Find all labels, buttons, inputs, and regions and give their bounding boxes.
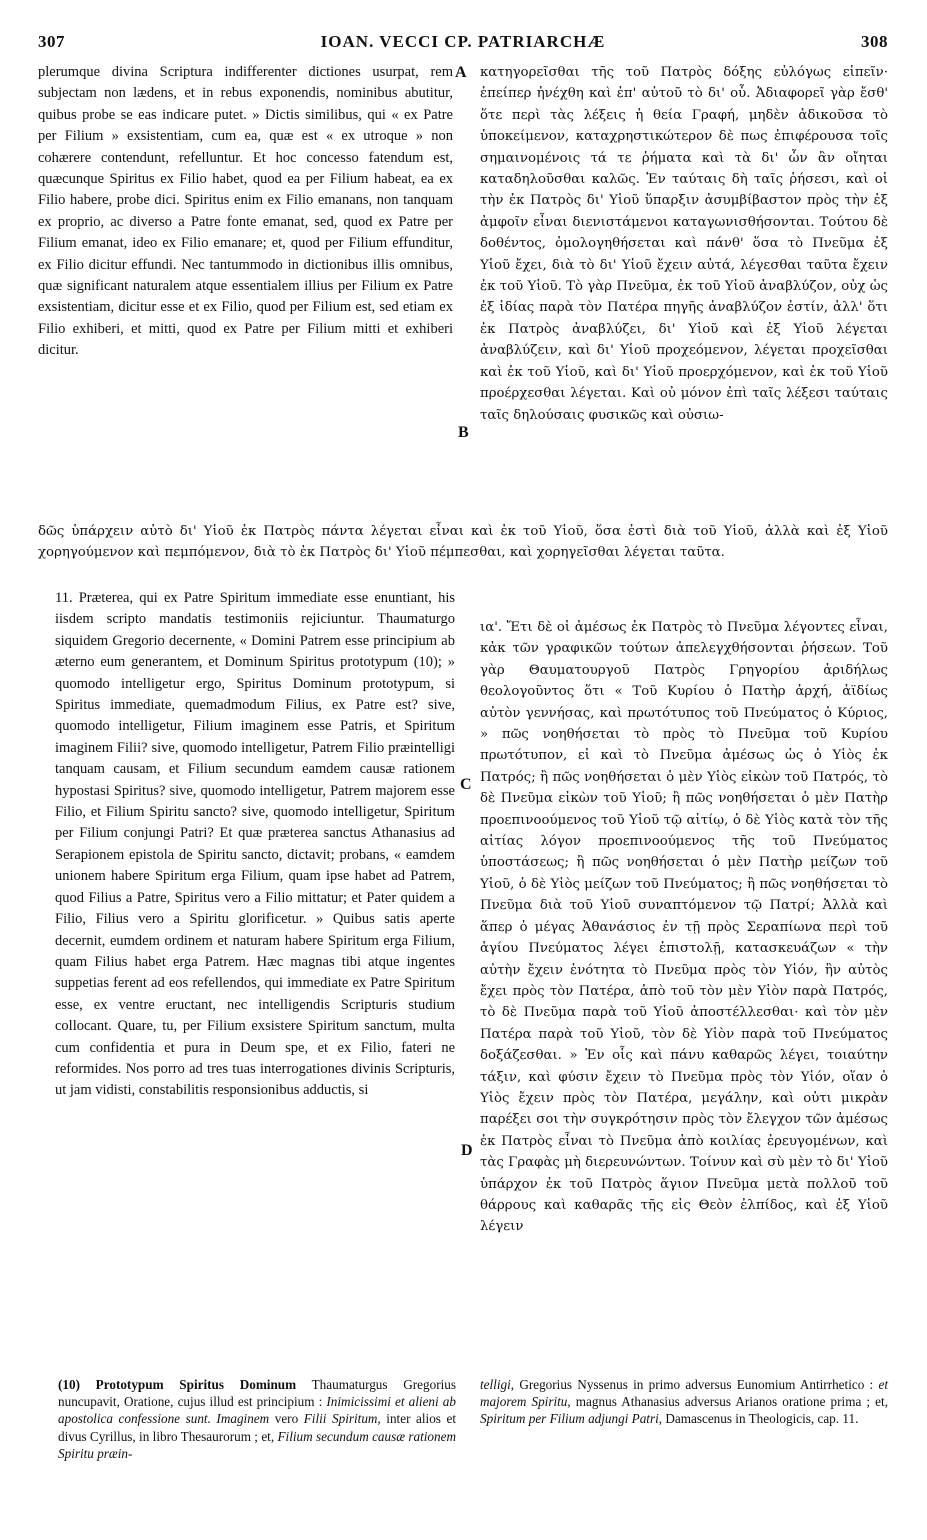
margin-letter-d: D [461, 1142, 473, 1159]
running-title: IOAN. VECCI CP. PATRIARCHÆ [320, 32, 606, 51]
page-header [38, 32, 888, 58]
margin-letter-b: B [458, 424, 469, 441]
latin-paragraph-section-11: 11. Præterea, qui ex Patre Spiritum immediate esse enuntiant, his iisdem scripto mandatis testimoniis rejiciuntur. Thaumaturgo siquidem Gregorio decernente, « Domini Patrem esse principium ab æterno eum generantem, et Dominum Spiritus prototypum (10); » quomodo intelligetur ergo, Spiritus Dominum prototypum, si Spiritus immediate, quemadmodum Filius, ex Patre est? sive, quomodo intelligetur, Filium imaginem esse Patris, et Spiritum imaginem Filii? sive, quomodo intelligetur, Patrem Filio præintelligi tanquam causam, et Filium secundum eamdem causæ rationem hypostasi Spiritus? sive, quomodo intelligetur, Patrem majorem esse Filio, et Filium Spiritu sancto? sive, quomodo intelligetur, Spiritum per Filium conjungi Patri? Et quæ præterea sanctus Athanasius ad Serapionem epistola de Spiritu sancto, dictavit; probans, « eamdem unionem habere Spiritum erga Filium, quam ipse habet ad Patrem, quod Filius a Patre, Spiritus vero a Filio mittatur; et Pater quidem a Filio, Filius vero a Spiritu glorificetur. » Quibus satis aperte decernit, eumdem ordinem et naturam habere Spiritum erga Filium, quam Filius habet erga Patrem. Hæc magnas tibi atque ingentes suppetias ferent ad eos refellendos, qui immediate ex Patre Spiritum esse, ex ventre eructant, nec intelligendis Scripturis studium collocant. Quare, tu, per Filium exsistere Spiritum sanctum, multa cum confidentia et pura in Deum spe, et ex Filio, fateri ne reformides. Nos porro ad tres tuas interrogationes divinis Scripturis, ut jam vidisti, constabilitis responsionibus adductis, si [55, 590, 455, 1099]
greek-full-width-continuation [38, 521, 888, 564]
footnote-italic: telligi [480, 1377, 511, 1392]
footnote-italic: Filium secundum causæ rationem Spiritu præin- [58, 1428, 456, 1461]
latin-paragraph-top: plerumque divina Scriptura indifferenter dictiones usurpat, rem subjectam non lædens, et in rebus exponendis, nominibus abutitur, quibus probe se eas indicare putet. » Dictis similibus, qui « ex Patre per Filium » exsistentiam, cum ea, quæ est « ex utroque » non cohærere contendunt, refelluntur. Et hoc concesso fatendum est, quæcunque Spiritus ex Filio habet, quod ea per Filium habeat, ea ex Filio habere, probe dici. Spiritus enim ex Filio emanans, non tanquam ex proprio, ac diverso a Patre fonte emanat, sed, quod ex Patre per Filium emanat, ideo ex Filio emanare; et, quod per Filium effunditur, ex Filio dicitur effundi. Nec tantummodo in dictionibus illis omnibus, quæ significant naturalem atque essentialem illius per Filium ex Patre exsistentiam, dicitur esse et ex Filio, quod per Filium est, sed etiam ex Filio exhiberi, et mitti, quod ex Patre per Filium mitti et exhiberi dicitur. [38, 64, 453, 359]
latin-column-section-11 [55, 588, 455, 1102]
footnote-number: (10) Prototypum Spiritus Dominum [58, 1377, 297, 1392]
footnote-italic: Inimicissimi et alieni ab apostolica confessione sunt. Imaginem [58, 1394, 456, 1427]
greek-column-top [480, 62, 888, 426]
footnote-italic: et majorem Spiritu [480, 1377, 888, 1410]
margin-letter-a: A [455, 64, 467, 81]
latin-column-top [38, 62, 453, 362]
page-number-left: 307 [38, 32, 65, 51]
greek-column-section-11 [480, 617, 888, 1238]
footnote-text: Thaumaturgus Gregorius nuncupavit, Oratione, cujus illud est principium : [58, 1377, 456, 1410]
footnote-text: , Damascenus in Theologicis, cap. 11. [658, 1411, 859, 1427]
footnote-text: vero [269, 1411, 304, 1427]
greek-paragraph-top: κατηγορεῖσθαι τῆς τοῦ Πατρὸς δόξης εὐλόγως εἰπεῖν· ἐπείπερ ἠνέχθη καὶ ἐπ' αὐτοῦ τὸ δι' οὗ. Ἀδιαφορεῖ γὰρ ἔσθ' ὅτε περὶ τὰς λέξεις ἡ θεία Γραφή, μηδὲν ἀδικοῦσα τὸ ὑποκείμενον, καταχρηστικώτερον δὲ πως ἐπιφέρουσα τοῖς σημαινομένοις τά τε ῥήματα καὶ τὰ δι' ὧν ἂν οἴηται καταδηλοῦσθαι καλῶς. Ἐν ταύταις δὴ ταῖς ῥήσεσι, καὶ οἱ τὴν ἐκ Πατρὸς δι' Υἱοῦ ὕπαρξιν ἀσυμβίβαστον πρὸς τὴν ἐξ ἀμφοῖν εἶναι διενιστάμενοι καταγωνισθήσονται. Τούτου δὲ δοθέντος, ὁμολογηθήσεται καὶ πάνθ' ὅσα τὸ Πνεῦμα ἐξ Υἱοῦ ἔχει, διὰ τὸ δι' Υἱοῦ ἔχειν αὐτά, λέγεσθαι ταῦτα ἔχειν ἐκ τοῦ Υἱοῦ. Τὸ γὰρ Πνεῦμα, ἐκ τοῦ Υἱοῦ ἀναβλύζον, οὐχ ὡς ἐξ ἰδίας παρὰ τὸν Πατέρα πηγῆς ἀναβλύζον ἐστίν, ἀλλ' ὅτι ἐκ Πατρὸς ἀναβλύζει, δι' Υἱοῦ καὶ ἐξ Υἱοῦ λέγεται ἀναβλύζειν, καὶ δι' Υἱοῦ προχεόμενον, λέγεται προχεῖσθαι καὶ ἐκ τοῦ Υἱοῦ, καὶ δι' Υἱοῦ προερχόμενον, καὶ ἐκ τοῦ Υἱοῦ προέρχεσθαι λέγεται. Καὶ οὐ μόνον ἐπὶ ταῖς λέξεσι ταύταις ταῖς δηλούσαις φυσικῶς καὶ οὐσιω- [480, 65, 888, 423]
footnote-text: , magnus Athanasius adversus Arianos oratione prima ; et, [567, 1394, 888, 1410]
footnote-italic: Filii Spiritum, [303, 1411, 381, 1427]
greek-paragraph-section-11: ια'. Ἔτι δὲ οἱ ἀμέσως ἐκ Πατρὸς τὸ Πνεῦμα λέγοντες εἶναι, κἀκ τῶν γραφικῶν τούτων ἀπελεγχθήσονται ῥήσεων. Τοῦ γὰρ Θαυματουργοῦ Πατρὸς Γρηγορίου ἀριδήλως θεολογοῦντος ὅτι « Τοῦ Κυρίου ὁ Πατὴρ ἀρχή, ἀϊδίως αὐτὸν γεννήσας, καὶ πρωτότυπος τοῦ Πνεύματος ὁ Κύριος, » πῶς νοηθήσεται τὸ πρὸς τὸ Πνεῦμα τοῦ Κυρίου πρωτότυπον, εἰ καὶ τὸ Πνεῦμα ἀμέσως ὡς ὁ Υἱὸς ἐκ Πατρός; ἢ πῶς νοηθήσεται ὁ μὲν Υἱὸς εἰκὼν τοῦ Πατρός, τὸ δὲ Πνεῦμα εἰκὼν τοῦ Υἱοῦ; ἢ πῶς νοηθήσεται ὁ μὲν Πατὴρ προεπινοούμενος τοῦ Υἱοῦ τῷ αἰτίῳ, ὁ δὲ Υἱὸς κατὰ τὸν τῆς αἰτίας λόγον προεπινοούμενος τῆς τοῦ Πνεύματος ὑποστάσεως; ἢ πῶς νοηθήσεται ὁ μὲν Πατὴρ μείζων τοῦ Υἱοῦ, ὁ δὲ Υἱὸς μείζων τοῦ Πνεύματος; ἢ πῶς νοηθήσεται τὸ Πνεῦμα διὰ τοῦ Υἱοῦ συναπτόμενον τῷ Πατρί; Ἀλλὰ καὶ ἅπερ ὁ μέγας Ἀθανάσιος ἐν τῇ πρὸς Σεραπίωνα περὶ τοῦ ἁγίου Πνεύματος λέγει ἐπιστολῇ, κατασκευάζων « τὴν αὐτὴν ἔχειν ἑνότητα τὸ Πνεῦμα πρὸς τὸν Υἱόν, ἣν αὐτὸς ἔχει πρὸς τὸν Πατέρα, ἀπὸ τοῦ τὸν μὲν Υἱὸν παρὰ Πατρός, τὸ δὲ Πνεῦμα παρὰ τοῦ Υἱοῦ ἀποστέλλεσθαι· καὶ τὸν μὲν Πατέρα παρὰ τοῦ Υἱοῦ, τὸν δὲ Υἱὸν παρὰ τοῦ Πνεύματος δοξάζεσθαι. » Ἐν οἷς καὶ πάνυ καθαρῶς λέγει, τοιαύτην τάξιν, καὶ φύσιν ἔχειν τὸ Πνεῦμα πρὸς τὸν Υἱόν, οἵαν ὁ Υἱὸς ἔχειν πρὸς τὸν Πατέρα, μεγάλην, καὶ οὐτι μικρὰν παρέξει σοι τὴν συγκρότησιν πρὸς τὸν ἔλεγχον τῶν ἀμέσως ἐκ Πατρὸς εἶναι τὸ Πνεῦμα ἀπὸ κοιλίας ἐρευγομένων, καὶ τὰς Γραφὰς μὴ διερευνώντων. Τοίνυν καὶ σὺ μὲν τὸ δι' Υἱοῦ ὑπάρχον ἐκ τοῦ Πατρὸς ἅγιον Πνεῦμα μετὰ πολλοῦ τοῦ θάρρους καὶ καθαρᾶς τῆς εἰς Θεὸν ἐλπίδος, καὶ ἐξ Υἱοῦ λέγειν [480, 620, 888, 1235]
page-number-right: 308 [861, 32, 888, 51]
margin-letter-c: C [460, 776, 472, 793]
footnote-text: inter alios et divus Cyrillus, in libro Thesaurorum ; et, [58, 1411, 457, 1444]
footnote-right [480, 1376, 888, 1428]
footnote-text: , Gregorius Nyssenus in primo adversus Eunomium Antirrhetico : [510, 1377, 879, 1392]
footnote-italic: Spiritum per Filium adjungi Patri [480, 1411, 659, 1427]
footnote-left [58, 1376, 456, 1462]
greek-continuation-text: δῶς ὑπάρχειν αὐτὸ δι' Υἱοῦ ἐκ Πατρὸς πάντα λέγεται εἶναι καὶ ἐκ τοῦ Υἱοῦ, ὅσα ἐστὶ διὰ τοῦ Υἱοῦ, ἀλλὰ καὶ ἐξ Υἱοῦ χορηγούμενον καὶ πεμπόμενον, διὰ τὸ ἐκ Πατρὸς δι' Υἱοῦ πέμπεσθαι, καὶ χορηγεῖσθαι λέγεται ταῦτα. [38, 524, 888, 561]
